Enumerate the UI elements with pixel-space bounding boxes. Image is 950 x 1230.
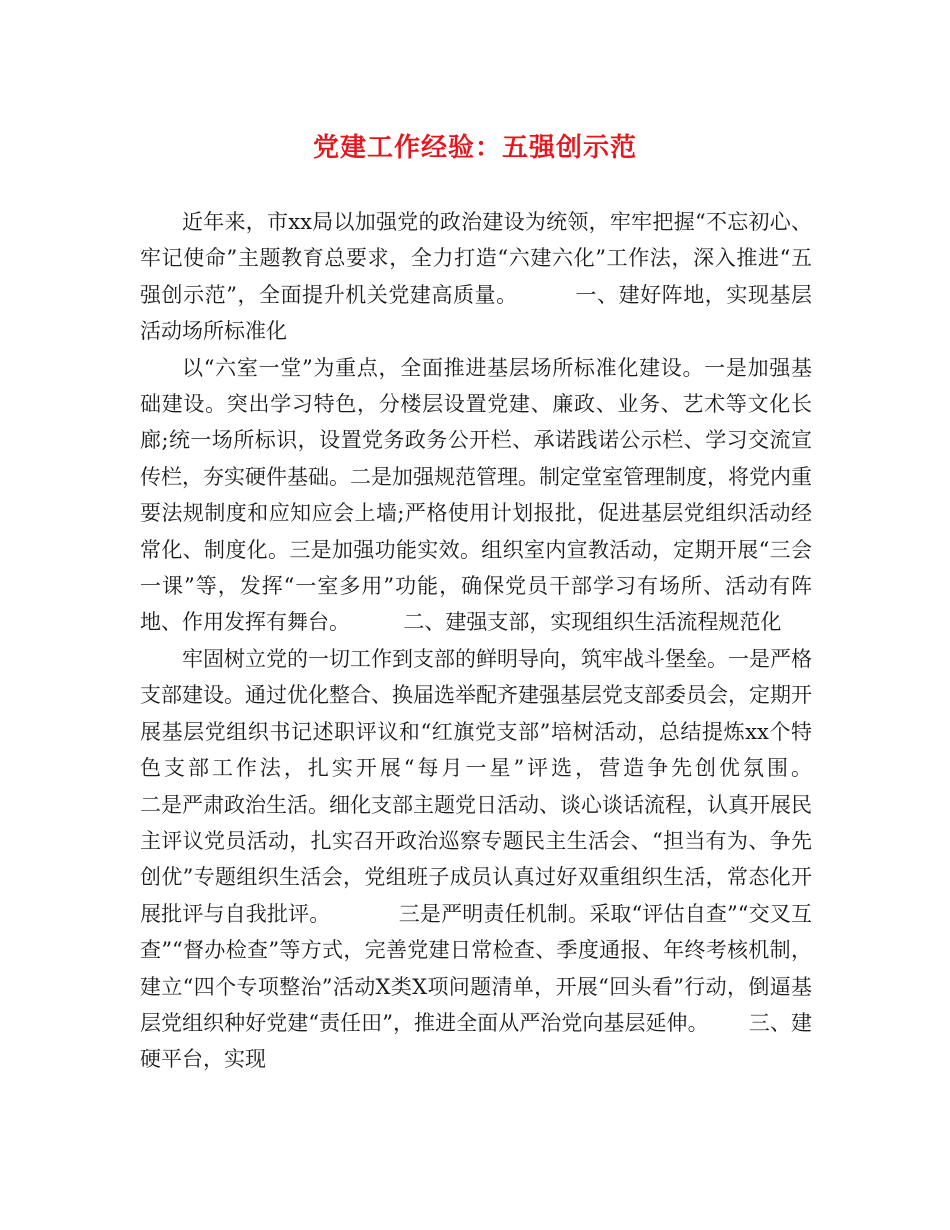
paragraph-intro: 近年来，市xx局以加强党的政治建设为统领，牢牢把握“不忘初心、牢记使命”主题教育总要求，全力打造“六建六化”工作法，深入推进“五强创示范”，全面提升机关党建高质量。 一、建好阵地，实现基层活动场所标准化 <box>140 210 812 344</box>
paragraph-section-1: 以“六室一堂”为重点，全面推进基层场所标准化建设。一是加强基础建设。突出学习特色，分楼层设置党建、廉政、业务、艺术等文化长廊;统一场所标识，设置党务政务公开栏、承诺践诺公示栏、学习交流宣传栏，夯实硬件基础。二是加强规范管理。制定堂室管理制度，将党内重要法规制度和应知应会上墙;严格使用计划报批，促进基层党组织活动经常化、制度化。三是加强功能实效。组织室内宣教活动，定期开展“三会一课”等，发挥“一室多用”功能，确保党员干部学习有场所、活动有阵地、作用发挥有舞台。 二、建强支部，实现组织生活流程规范化 <box>140 355 812 635</box>
paragraph-section-2: 牢固树立党的一切工作到支部的鲜明导向，筑牢战斗堡垒。一是严格支部建设。通过优化整合、换届选举配齐建强基层党支部委员会，定期开展基层党组织书记述职评议和“红旗党支部”培树活动，总结提炼xx个特色支部工作法，扎实开展“每月一星”评选，营造争先创优氛围。 二是严肃政治生活。细化支部主题党日活动、谈心谈话流程，认真开展民主评议党员活动，扎实召开政治巡察专题民主生活会、“担当有为、争先创优”专题组织生活会，党组班子成员认真过好双重组织生活，常态化开展批评与自我批评。 三是严明责任机制。采取“评估自查”“交叉互查”“督办检查”等方式，完善党建日常检查、季度通报、年终考核机制，建立“四个专项整治”活动X类X项问题清单，开展“回头看”行动，倒逼基层党组织种好党建“责任田”，推进全面从严治党向基层延伸。 三、建硬平台，实现 <box>140 646 919 1072</box>
document-title: 党建工作经验：五强创示范 <box>312 133 637 163</box>
document-body <box>140 204 919 1078</box>
